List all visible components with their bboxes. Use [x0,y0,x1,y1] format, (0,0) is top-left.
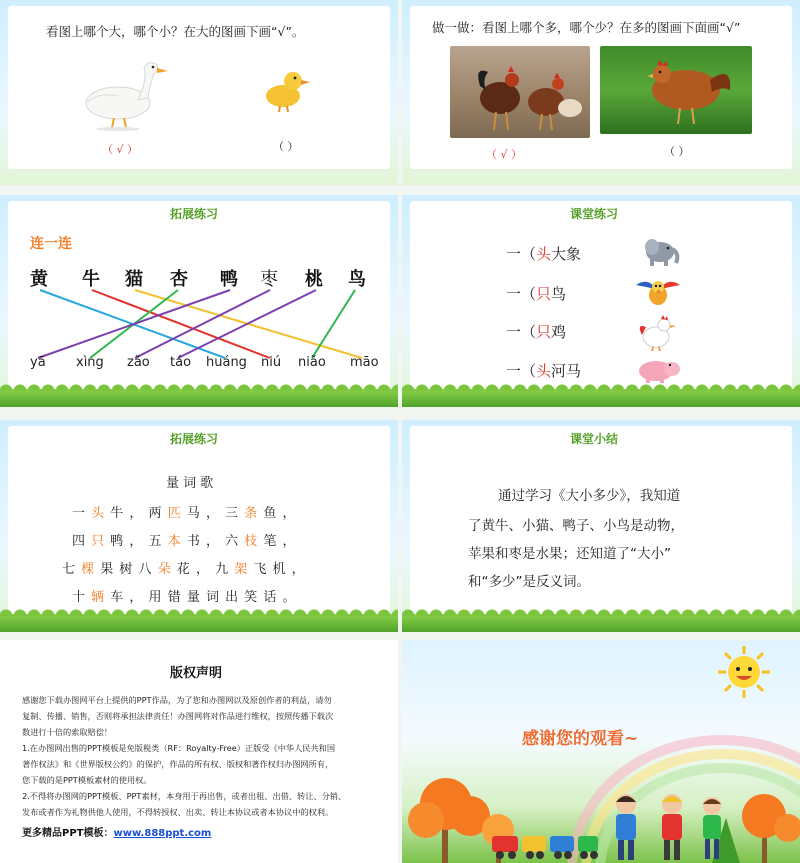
slide-5[interactable] [0,420,398,632]
copyright-paragraph: 感谢您下载办图网平台上提供的PPT作品，为了您和办图网以及原创作者的利益，请勿 [22,695,332,705]
poem-text: 鱼 ， [258,506,297,521]
item-word: 大象 [551,245,582,263]
duckling-answer[interactable]: （ ） [273,140,299,153]
hen-answer[interactable]: （ ） [664,145,690,158]
item-prefix: 一（ [506,323,537,341]
pinyin-item: niú [261,355,282,370]
more-templates [22,824,211,839]
slide-4[interactable] [402,195,800,407]
summary-line: 和“多少”是反义词。 [468,574,590,590]
char-item: 猫 [125,269,143,290]
goose-answer[interactable] [102,141,138,157]
pinyin-item: yā [30,355,46,370]
poem-text: 十 [72,590,92,605]
pinyin-item: huáng [206,355,247,370]
poem-title: 量 词 歌 [166,476,214,491]
poem-text: 书 ， 六 [181,534,245,549]
more-link[interactable]: www.888ppt.com [113,828,212,839]
roosters-icon [450,46,590,138]
poem-line-2 [72,530,297,549]
measure-item [506,321,566,342]
poem-text: 四 [72,534,92,549]
section-title: 拓展练习 [170,432,219,446]
connect-heading: 连一连 [30,236,72,252]
grass-decoration [0,614,398,632]
toy-train-icon [490,828,600,860]
section-title: 拓展练习 [170,207,219,221]
bird-icon [634,275,682,311]
item-word: 鸟 [551,285,567,303]
copyright-paragraph: 复制、传播、销售，否则将承担法律责任！办图网将对作品进行维权，按照传播下载次 [22,711,334,721]
smiling-sun-icon [714,644,774,700]
section-title: 课堂练习 [570,207,619,221]
poem-text: 笔 ， [258,534,297,549]
char-item: 枣 [260,269,278,290]
copyright-paragraph: 发布或者作为礼物供他人使用，不得转授权、出卖、转让本协议或者本协议中的权利。 [22,807,334,817]
measure-word: 棵 [81,562,96,577]
measure-word: 条 [244,506,259,521]
hen-photo [600,46,752,134]
char-item: 牛 [82,269,100,290]
thanks-title: 感谢您的观看~ [522,729,639,749]
hippo-icon [634,355,682,385]
char-item: 鸭 [220,269,238,290]
poem-text: 一 [72,506,92,521]
measure-word: 辆 [91,590,106,605]
item-answer[interactable]: 头 [536,245,552,263]
match-line [312,290,355,358]
measure-word: 头 [91,506,106,521]
children-cartoon [602,790,732,863]
summary-line: 了黄牛、小猫、鸭子、小鸟是动物， [468,518,684,534]
item-word: 鸡 [551,323,567,341]
measure-word: 架 [234,562,249,577]
measure-word: 朵 [157,562,172,577]
slide-8[interactable] [402,640,800,863]
item-prefix: 一（ [506,285,537,303]
poem-text: 花 ， 九 [171,562,235,577]
char-item: 鸟 [348,269,366,290]
measure-item [506,243,581,264]
summary-line: 通过学习《大小多少》，我知道 [498,488,681,504]
measure-word: 本 [167,534,182,549]
instruction-text: 看图上哪个大，哪个小？在大的图画下画“√”。 [46,24,305,39]
match-line [92,290,270,358]
measure-word: 只 [91,534,106,549]
more-label: 更多精品PPT模板： [22,828,114,839]
char-item: 杏 [170,269,188,290]
goose-image [78,58,170,132]
item-word: 河马 [551,362,582,380]
grass-decoration [402,389,800,407]
measure-item [506,360,581,381]
copyright-paragraph: 数进行十倍的索取赔偿！ [22,727,113,737]
item-answer[interactable]: 只 [536,323,552,341]
measure-word: 匹 [167,506,182,521]
poem-text: 马 ， 三 [181,506,245,521]
copyright-paragraph: 著作权法》和《世界版权公约》的保护，作品的所有权、版权和著作权归办图网所有， [22,759,334,769]
copyright-paragraph: 1.在办图网出售的PPT模板是免版税类（RF：Royalty-Free）正版受《中华人民共和国 [22,743,336,753]
measure-word: 枝 [244,534,259,549]
slide-1[interactable] [0,0,398,185]
poem-line-4 [72,586,296,605]
grass-decoration [402,614,800,632]
char-item: 桃 [305,269,323,290]
summary-line: 苹果和枣是水果；还知道了“大小” [468,546,671,562]
copyright-body [22,692,382,820]
instruction-text: 做一做：看图上哪个多，哪个少？在多的图画下面画“√” [432,20,741,35]
poem-text: 车 ， 用 错 量 词 出 笑 话 。 [105,590,297,605]
poem-text: 飞 机 ， [248,562,306,577]
char-item: 黄 [30,269,48,290]
slide-6[interactable] [402,420,800,632]
slide-2[interactable] [402,0,800,185]
rooster-icon [636,313,678,351]
slide-7[interactable] [0,640,398,863]
poem-text: 鸭 ， 五 [105,534,168,549]
poem-line-3 [62,558,306,577]
measure-item [506,283,566,304]
elephant-icon [640,235,680,267]
poem-text: 果 树 八 [95,562,158,577]
copyright-paragraph: 2.不得将办图网的PPT模板、PPT素材，本身用于再出售，或者出租、出借、转让、分销、 [22,791,347,801]
item-answer[interactable]: 头 [536,362,552,380]
hen-icon [600,46,752,134]
pinyin-item: táo [170,355,192,370]
connecting-lines [0,195,398,407]
duckling-image [258,66,312,114]
poem-text: 七 [62,562,82,577]
pinyin-item: zǎo [127,355,150,370]
poem-line-1 [72,502,297,521]
poem-text: 牛 ， 两 [105,506,168,521]
item-prefix: 一（ [506,245,537,263]
copyright-paragraph: 您下载的是PPT模板素材的使用权。 [22,775,152,785]
copyright-title: 版权声明 [170,666,223,681]
pinyin-item: xìng [76,355,104,370]
answer-mark-text: （ √ ） [102,143,139,156]
slide-3[interactable] [0,195,398,407]
item-answer[interactable]: 只 [536,285,552,303]
roosters-photo [450,46,590,138]
item-prefix: 一（ [506,362,537,380]
roosters-answer[interactable] [486,146,522,162]
slide-card [410,201,792,391]
pinyin-item: niǎo [298,355,326,370]
answer-mark-text: （ √ ） [486,148,523,161]
section-title: 课堂小结 [570,432,619,446]
pinyin-item: māo [350,355,379,370]
